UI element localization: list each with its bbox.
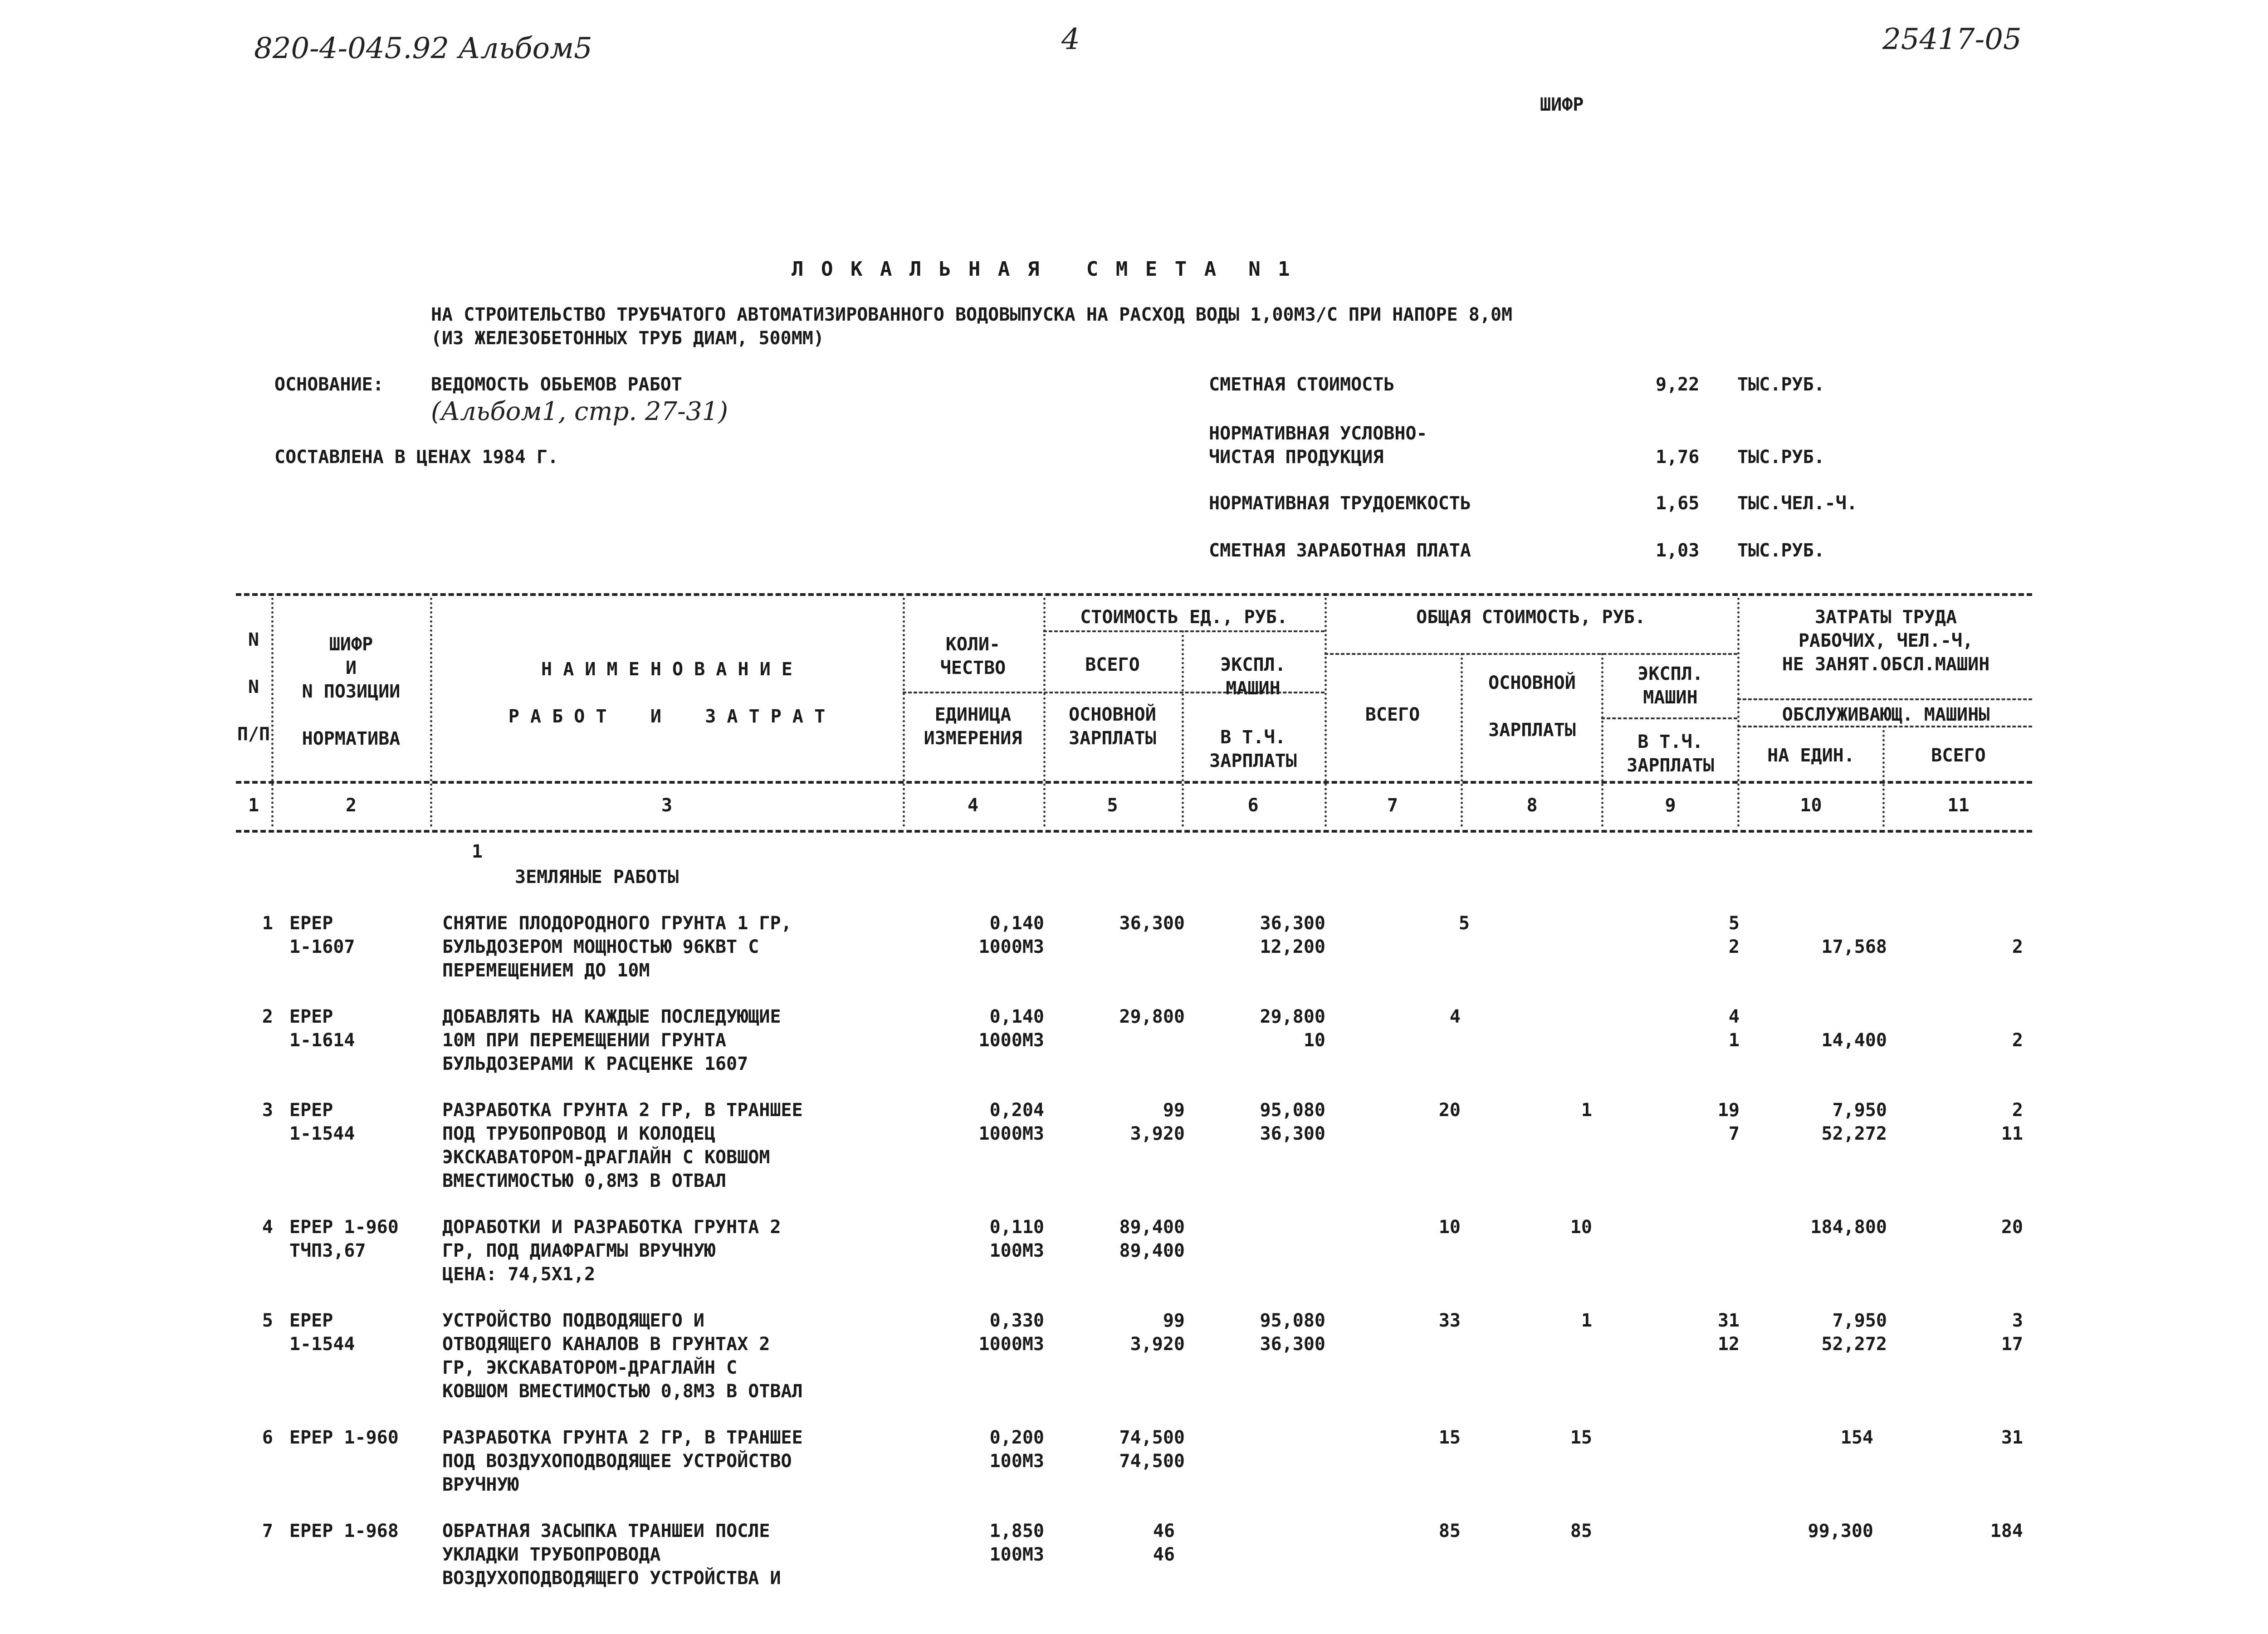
row-unit-cost: 74,500 74,500 (1119, 1427, 1185, 1472)
row-labor-total: 184 (1990, 1521, 2023, 1541)
row-code: ЕРЕР 1-1614 (289, 1006, 355, 1051)
summary-label-cost: СМЕТНАЯ СТОИМОСТЬ (1209, 374, 1395, 395)
document-code: 820-4-045.92 Альбом5 (254, 32, 592, 65)
row-total-machines: 19 7 (1717, 1100, 1740, 1144)
row-name: УСТРОЙСТВО ПОДВОДЯЩЕГО И ОТВОДЯЩЕГО КАНАЛОВ В ГРУНТАХ 2 ГР, ЭКСКАВАТОРОМ-ДРАГЛАЙН С КОВШОМ ВМЕСТИМОСТЬЮ 0,8М3 В ОТВАЛ (442, 1310, 803, 1402)
row-labor-unit: 14,400 (1821, 1030, 1887, 1051)
row-number: 4 (262, 1217, 273, 1238)
th-cost-unit-total: ВСЕГО (1085, 654, 1140, 675)
row-unit-machines: 95,080 36,300 (1260, 1100, 1325, 1144)
cipher-label: ШИФР (1540, 94, 1584, 115)
summary-unit-net-product: ТЫС.РУБ. (1737, 447, 1825, 468)
labor-split-line (1737, 698, 2032, 700)
row-quantity: 0,110 100М3 (989, 1217, 1044, 1261)
row-number: 5 (262, 1310, 273, 1331)
row-total: 10 (1438, 1217, 1461, 1238)
estimate-subtitle-line2: (ИЗ ЖЕЛЕЗОБЕТОННЫХ ТРУБ ДИАМ, 500ММ) (431, 328, 824, 349)
row-labor-unit: 7,950 52,272 (1821, 1310, 1887, 1355)
th-quantity: КОЛИ- ЧЕСТВО (940, 634, 1006, 678)
row-quantity: 0,200 100М3 (989, 1427, 1044, 1472)
row-code: ЕРЕР 1-968 (289, 1521, 399, 1541)
summary-label-wages: СМЕТНАЯ ЗАРАБОТНАЯ ПЛАТА (1209, 540, 1471, 561)
row-unit-machines: 36,300 12,200 (1260, 913, 1325, 957)
row-name: РАЗРАБОТКА ГРУНТА 2 ГР, В ТРАНШЕЕ ПОД ТРУБОПРОВОД И КОЛОДЕЦ ЭКСКАВАТОРОМ-ДРАГЛАЙН С КОВШОМ ВМЕСТИМОСТЬЮ 0,8М3 В ОТВАЛ (442, 1100, 803, 1191)
col-number: 2 (345, 795, 357, 816)
row-name: ОБРАТНАЯ ЗАСЫПКА ТРАНШЕИ ПОСЛЕ УКЛАДКИ ТРУБОПРОВОДА ВОЗДУХОПОДВОДЯЩЕГО УСТРОЙСТВА И (442, 1521, 781, 1589)
col-number: 7 (1387, 795, 1398, 816)
th-total-cost: ОБЩАЯ СТОИМОСТЬ, РУБ. (1416, 607, 1646, 628)
summary-label-net-product: НОРМАТИВНАЯ УСЛОВНО- ЧИСТАЯ ПРОДУКЦИЯ (1209, 423, 1427, 468)
th-labor: ЗАТРАТЫ ТРУДА РАБОЧИХ, ЧЕЛ.-Ч, НЕ ЗАНЯТ.ОБСЛ.МАШИН (1782, 607, 1990, 675)
row-quantity: 0,204 1000М3 (978, 1100, 1044, 1144)
row-unit-machines: 95,080 36,300 (1260, 1310, 1325, 1355)
row-code: ЕРЕР 1-1607 (289, 913, 355, 957)
row-quantity: 0,140 1000М3 (978, 913, 1044, 957)
row-code: ЕРЕР 1-1544 (289, 1100, 355, 1144)
th-total-wages: ОСНОВНОЙ ЗАРПЛАТЫ (1488, 673, 1576, 741)
row-quantity: 1,850 100М3 (989, 1521, 1044, 1565)
summary-label-labor: НОРМАТИВНАЯ ТРУДОЕМКОСТЬ (1209, 493, 1471, 514)
row-number: 2 (262, 1006, 273, 1027)
col-number: 8 (1526, 795, 1538, 816)
summary-value-wages: 1,03 (1656, 540, 1700, 561)
col-number: 5 (1107, 795, 1118, 816)
th-total-machines: ЭКСПЛ. МАШИН (1637, 663, 1703, 708)
row-total-wages: 10 (1570, 1217, 1592, 1238)
row-labor-unit: 7,950 52,272 (1821, 1100, 1887, 1144)
th-total-machine-wages: В Т.Ч. ЗАРПЛАТЫ (1627, 732, 1714, 776)
row-number: 6 (262, 1427, 273, 1448)
row-unit-cost: 29,800 (1119, 1006, 1185, 1027)
summary-unit-cost: ТЫС.РУБ. (1737, 374, 1825, 395)
col-number: 3 (661, 795, 673, 816)
summary-value-net-product: 1,76 (1656, 447, 1700, 468)
row-number: 3 (262, 1100, 273, 1121)
th-unit: ЕДИНИЦА ИЗМЕРЕНИЯ (924, 704, 1022, 749)
row-labor-total: 20 (2001, 1217, 2023, 1238)
cost-total-underline (1325, 653, 1737, 655)
row-unit-cost: 46 46 (1153, 1521, 1175, 1565)
row-number: 7 (262, 1521, 273, 1541)
col-number: 10 (1800, 795, 1822, 816)
row-name: СНЯТИЕ ПЛОДОРОДНОГО ГРУНТА 1 ГР, БУЛЬДОЗЕРОМ МОЩНОСТЬЮ 96КВТ С ПЕРЕМЕЩЕНИЕМ ДО 10М (442, 913, 792, 981)
archive-code: 25417-05 (1882, 23, 2022, 56)
summary-unit-wages: ТЫС.РУБ. (1737, 540, 1825, 561)
th-code: ШИФР И N ПОЗИЦИИ НОРМАТИВА (302, 634, 401, 749)
row-unit-cost: 99 3,920 (1130, 1310, 1185, 1355)
col-number: 1 (248, 795, 259, 816)
row-labor-unit: 17,568 (1821, 937, 1887, 957)
row-quantity: 0,330 1000М3 (978, 1310, 1044, 1355)
th-labor-per-unit: НА ЕДИН. (1767, 745, 1855, 766)
row-total-wages: 15 (1570, 1427, 1592, 1448)
row-total: 33 (1438, 1310, 1461, 1331)
row-total-machines: 5 2 (1728, 913, 1740, 957)
col-number: 11 (1947, 795, 1970, 816)
row-labor-total: 3 17 (2001, 1310, 2023, 1355)
row-total-wages: 1 (1581, 1100, 1592, 1121)
row-code: ЕРЕР 1-1544 (289, 1310, 355, 1355)
row-quantity: 0,140 1000М3 (978, 1006, 1044, 1051)
row-labor-unit: 184,800 (1810, 1217, 1887, 1238)
row-code: ЕРЕР 1-960 (289, 1427, 399, 1448)
row-labor-unit: 99,300 (1808, 1521, 1873, 1541)
th-total-all: ВСЕГО (1365, 704, 1420, 725)
row-unit-cost: 36,300 (1119, 913, 1185, 934)
section-title: ЗЕМЛЯНЫЕ РАБОТЫ (515, 867, 679, 888)
row-total: 4 (1449, 1006, 1461, 1027)
th-cost-per-unit: СТОИМОСТЬ ЕД., РУБ. (1080, 607, 1288, 628)
section-number: 1 (472, 841, 483, 862)
th-cost-unit-machines: ЭКСПЛ. МАШИН (1220, 654, 1286, 699)
page-number: 4 (1061, 23, 1080, 56)
estimate-subtitle-line1: НА СТРОИТЕЛЬСТВО ТРУБЧАТОГО АВТОМАТИЗИРОВАННОГО ВОДОВЫПУСКА НА РАСХОД ВОДЫ 1,00М3/С ПРИ НАПОРЕ 8,0М (431, 304, 1513, 325)
basis-value: ВЕДОМОСТЬ ОБЬЕМОВ РАБОТ (431, 374, 682, 395)
row-unit-machines: 29,800 10 (1260, 1006, 1325, 1051)
table-header-rule (236, 781, 2032, 784)
row-number: 1 (262, 913, 273, 934)
basis-handwritten-note: (Альбом1, стр. 27-31) (431, 397, 728, 426)
price-level-note: СОСТАВЛЕНА В ЦЕНАХ 1984 Г. (274, 447, 559, 468)
col-number: 4 (967, 795, 979, 816)
table-top-rule (236, 593, 2032, 596)
row-name: РАЗРАБОТКА ГРУНТА 2 ГР, В ТРАНШЕЕ ПОД ВОЗДУХОПОДВОДЯЩЕЕ УСТРОЙСТВО ВРУЧНУЮ (442, 1427, 803, 1495)
th-cost-unit-machine-wages: В Т.Ч. ЗАРПЛАТЫ (1209, 727, 1297, 771)
th-labor-total: ВСЕГО (1931, 745, 1986, 766)
row-total: 20 (1438, 1100, 1461, 1121)
row-total-machines: 4 1 (1728, 1006, 1740, 1051)
th-work-name: Н А И М Е Н О В А Н И Е Р А Б О Т И З А Т Р А Т (508, 659, 826, 727)
row-labor-total: 31 (2001, 1427, 2023, 1448)
row-name: ДОБАВЛЯТЬ НА КАЖДЫЕ ПОСЛЕДУЮЩИЕ 10М ПРИ ПЕРЕМЕЩЕНИИ ГРУНТА БУЛЬДОЗЕРАМИ К РАСЦЕНКЕ 1607 (442, 1006, 781, 1074)
summary-value-cost: 9,22 (1656, 374, 1700, 395)
summary-value-labor: 1,65 (1656, 493, 1700, 514)
row-total: 85 (1438, 1521, 1461, 1541)
row-labor-total: 2 11 (2001, 1100, 2023, 1144)
row-total-machines: 31 12 (1717, 1310, 1740, 1355)
row-name: ДОРАБОТКИ И РАЗРАБОТКА ГРУНТА 2 ГР, ПОД ДИАФРАГМЫ ВРУЧНУЮ ЦЕНА: 74,5Х1,2 (442, 1217, 781, 1285)
cost-unit-underline (1043, 630, 1325, 632)
row-unit-cost: 99 3,920 (1130, 1100, 1185, 1144)
row-total: 5 (1458, 913, 1470, 934)
row-labor-unit: 154 (1840, 1427, 1873, 1448)
th-row-number: N N П/П (237, 629, 270, 745)
estimate-title: Л О К А Л Ь Н А Я С М Е Т А N 1 (792, 258, 1293, 281)
th-labor-machines: ОБСЛУЖИВАЮЩ. МАШИНЫ (1782, 704, 1990, 725)
row-code: ЕРЕР 1-960 ТЧП3,67 (289, 1217, 399, 1261)
summary-unit-labor: ТЫС.ЧЕЛ.-Ч. (1737, 493, 1857, 514)
row-total-wages: 85 (1570, 1521, 1592, 1541)
row-total: 15 (1438, 1427, 1461, 1448)
row-total-wages: 1 (1581, 1310, 1592, 1331)
col-number: 6 (1247, 795, 1259, 816)
row-unit-cost: 89,400 89,400 (1119, 1217, 1185, 1261)
col-number: 9 (1665, 795, 1676, 816)
row-labor-total: 2 (2012, 1030, 2023, 1051)
machine-split-line (1601, 717, 1737, 719)
table-numbers-rule (236, 830, 2032, 833)
basis-label: ОСНОВАНИЕ: (274, 374, 384, 395)
row-labor-total: 2 (2012, 937, 2023, 957)
th-cost-unit-wages: ОСНОВНОЙ ЗАРПЛАТЫ (1069, 704, 1156, 749)
